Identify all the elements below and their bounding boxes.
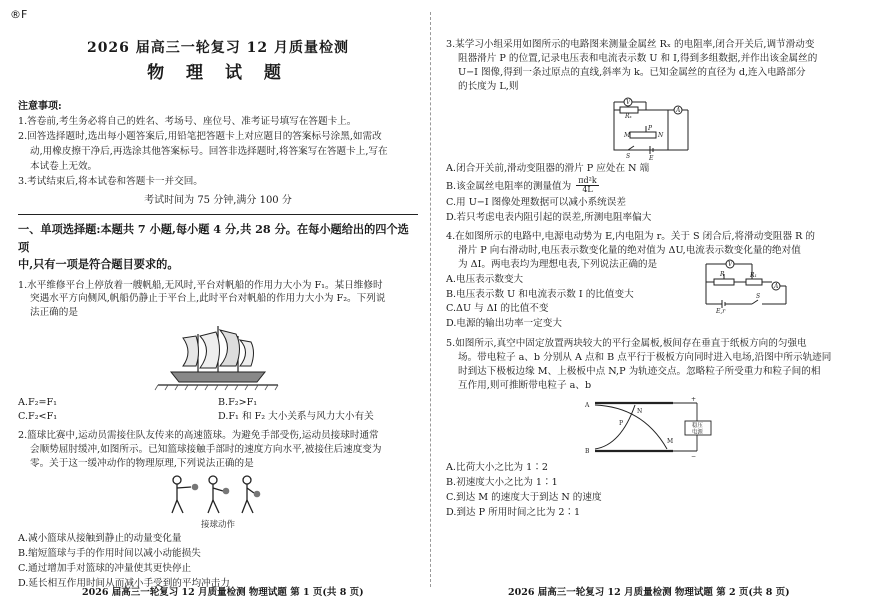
fig-label: A xyxy=(774,282,779,290)
fig-label: S xyxy=(756,292,761,300)
formula-numerator: πd²k xyxy=(578,175,597,185)
option-a: A.减小篮球从接触到静止的动量变化量 xyxy=(18,533,182,545)
left-page xyxy=(18,10,418,592)
option-a: A.闭合开关前,滑动变阻器的滑片 P 应处在 N 端 xyxy=(446,162,650,174)
option-c: C.F₂<F₁ xyxy=(18,411,58,423)
fig-label: M xyxy=(667,437,674,445)
option-c: C.通过增加手对篮球的冲量使其更快停止 xyxy=(18,562,192,574)
fig-label: + xyxy=(691,395,697,403)
exam-title: 2026 届高三一轮复习 12 月质量检测 xyxy=(86,40,350,56)
fig-box-label: 稳压 xyxy=(692,422,703,429)
question-stem-line: 时到达下极板边缘 M、上极板中点 N,P 为轨迹交点。忽略粒子所受重力和粒子间的相 xyxy=(458,366,821,378)
q4-options xyxy=(446,272,700,333)
question-stem-line: 3.某学习小组采用如图所示的电路图来测量金属丝 Rₓ 的电阻率,闭合开关后,调节滑动变 xyxy=(446,39,815,50)
notice-heading: 注意事项: xyxy=(18,100,62,112)
section-heading-line: 一、单项选择题:本题共 7 小题,每小题 4 分,共 28 分。在每小题给出的四个选项 xyxy=(18,222,409,254)
fig-label: E,r xyxy=(716,307,726,314)
fig-label: M xyxy=(624,131,631,139)
option-b: B.电压表示数 U 和电流表示数 I 的比值变大 xyxy=(446,288,634,300)
question-stem-line: 阻器滑片 P 的位置,记录电压表和电流表示数 U 和 I,得到多组数据,并作出该金属丝的 xyxy=(458,52,818,64)
notice-item: 动,用橡皮擦干净后,再选涂其他答案标号。回答非选择题时,将答案写在答题卡上,写在 xyxy=(30,146,388,158)
fig-label: R xyxy=(720,270,725,278)
subject-title: 物 理 试 题 xyxy=(147,63,289,84)
question-5 xyxy=(446,337,856,519)
option-b: B.缩短篮球与手的作用时间以减小动能损失 xyxy=(18,548,201,560)
question-stem-line: 1.水平维修平台上停放着一艘帆船,无风时,平台对帆船的作用力大小为 F₁。某日维修时 xyxy=(18,279,383,291)
fig-label: P xyxy=(648,124,653,132)
option-d: D.延长相互作用时间从而减小手受到的平均冲击力 xyxy=(18,577,230,589)
notice-item: 1.答卷前,考生务必将自己的姓名、考场号、座位号、准考证号填写在答题卡上。 xyxy=(18,116,357,128)
notice-block xyxy=(18,100,418,209)
question-stem-line: 的长度为 L,则 xyxy=(458,80,519,92)
footer-right: 2026 届高三一轮复习 12 月质量检测 物理试题 第 2 页(共 8 页) xyxy=(508,587,790,598)
option-b-text: B.该金属丝电阻率的测量值为 xyxy=(446,180,572,192)
question-stem-line: 互作用,则可推断带电粒子 a、b xyxy=(458,380,592,391)
rho-formula xyxy=(576,177,598,196)
notice-item: 本试卷上无效。 xyxy=(30,161,98,173)
circuit-figure-q4 xyxy=(700,256,796,314)
option-b xyxy=(446,177,856,196)
option-row xyxy=(18,410,418,424)
fig-label: Rₓ xyxy=(625,112,632,120)
circuit-figure-q3 xyxy=(606,96,696,160)
footer-left: 2026 届高三一轮复习 12 月质量检测 物理试题 第 1 页(共 8 页) xyxy=(82,587,364,598)
section-separator xyxy=(18,214,418,215)
option-d: D.若只考虑电表内阻引起的误差,所测电阻率偏大 xyxy=(446,212,652,224)
notice-item: 2.回答选择题时,选出每小题答案后,用铅笔把答题卡上对应题目的答案标号涂黑,如需改 xyxy=(18,131,382,143)
fig-label: S xyxy=(626,152,631,160)
question-stem-line: 5.如图所示,真空中固定放置两块较大的平行金属板,板间存在垂直于纸板方向的匀强电 xyxy=(446,338,807,350)
fig-label: R₁ xyxy=(750,271,758,279)
fig-label: B xyxy=(585,447,590,455)
fig-label: N xyxy=(637,407,643,415)
fig-label: N xyxy=(658,131,664,139)
fig-label: P xyxy=(619,419,624,427)
fig-label: − xyxy=(691,452,697,459)
option-a: A.电压表示数变大 xyxy=(446,273,524,285)
option-c: C.到达 M 的速度大于到达 N 的速度 xyxy=(446,491,602,503)
question-stem-line: 突遇水平方向侧风,帆船仍静止于平台上,此时平台对帆船的作用力大小为 F₂。下列说 xyxy=(30,293,386,305)
option-d: D.F₁ 和 F₂ 大小关系与风力大小有关 xyxy=(218,411,374,423)
question-1 xyxy=(18,279,418,425)
sailboat-figure xyxy=(153,322,283,394)
option-d: D.到达 P 所用时间之比为 2∶1 xyxy=(446,506,581,518)
page-divider xyxy=(430,12,431,587)
question-stem-line: U−I 图像,得到一条过原点的直线,斜率为 k。已知金属丝的直径为 d,连入电路部分 xyxy=(458,66,806,78)
option-a: A.F₂=F₁ xyxy=(18,397,58,409)
exam-time: 考试时间为 75 分钟,满分 100 分 xyxy=(144,194,292,206)
question-4 xyxy=(446,230,856,332)
formula-denominator: 4L xyxy=(582,185,593,195)
option-row xyxy=(18,396,418,410)
fig-label: V xyxy=(728,260,733,268)
figure-caption: 接球动作 xyxy=(200,519,235,530)
question-stem-line: 滑片 P 向右滑动时,电压表示数变化量的绝对值为 ΔU,电流表示数变化量的绝对值 xyxy=(458,244,801,256)
question-stem-line: 为 ΔI。两电表均为理想电表,下列说法正确的是 xyxy=(458,258,658,270)
question-stem-line: 2.篮球比赛中,运动员需接住队友传来的高速篮球。为避免手部受伤,运动员接球时通常 xyxy=(18,430,379,442)
question-stem-line: 会顺势屈肘缓冲,如图所示。已知篮球接触手部时的速度方向水平,被接住后速度变为 xyxy=(30,443,382,455)
question-stem-line: 4.在如图所示的电路中,电源电动势为 E,内电阻为 r。关于 S 闭合后,将滑动变阻器 R 的 xyxy=(446,230,815,242)
fig-box-label: 电源 xyxy=(692,429,703,436)
question-2 xyxy=(18,429,418,591)
fig-label: E xyxy=(649,154,654,160)
section-heading-line: 中,只有一项是符合题目要求的。 xyxy=(18,257,179,272)
parallel-plates-figure xyxy=(581,395,721,459)
option-c: C.用 U−I 图像处理数据可以减小系统误差 xyxy=(446,197,626,209)
question-stem-line: 场。带电粒子 a、b 分别从 A 点和 B 点平行于极板方向同时进入电场,沿图中所示轨迹同 xyxy=(458,352,832,364)
question-3 xyxy=(446,38,856,225)
fig-label: A xyxy=(585,401,590,409)
notice-item: 3.考试结束后,将本试卷和答题卡一并交回。 xyxy=(18,176,203,188)
fig-label: A xyxy=(676,106,681,114)
option-d: D.电源的输出功率一定变大 xyxy=(446,318,562,330)
section-heading xyxy=(18,221,418,273)
option-b: B.F₂>F₁ xyxy=(218,397,258,409)
right-page xyxy=(446,10,856,521)
option-c: C.ΔU 与 ΔI 的比值不变 xyxy=(446,303,549,315)
fig-label: V xyxy=(626,98,631,106)
corner-mark: ®F xyxy=(10,8,28,21)
catch-ball-figure xyxy=(163,473,273,519)
option-a: A.比荷大小之比为 1∶2 xyxy=(446,461,548,473)
question-stem-line: 法正确的是 xyxy=(30,307,78,319)
question-stem-line: 零。关于这一缓冲动作的物理原理,下列说法正确的是 xyxy=(30,457,254,469)
option-b: B.初速度大小之比为 1∶1 xyxy=(446,476,558,488)
